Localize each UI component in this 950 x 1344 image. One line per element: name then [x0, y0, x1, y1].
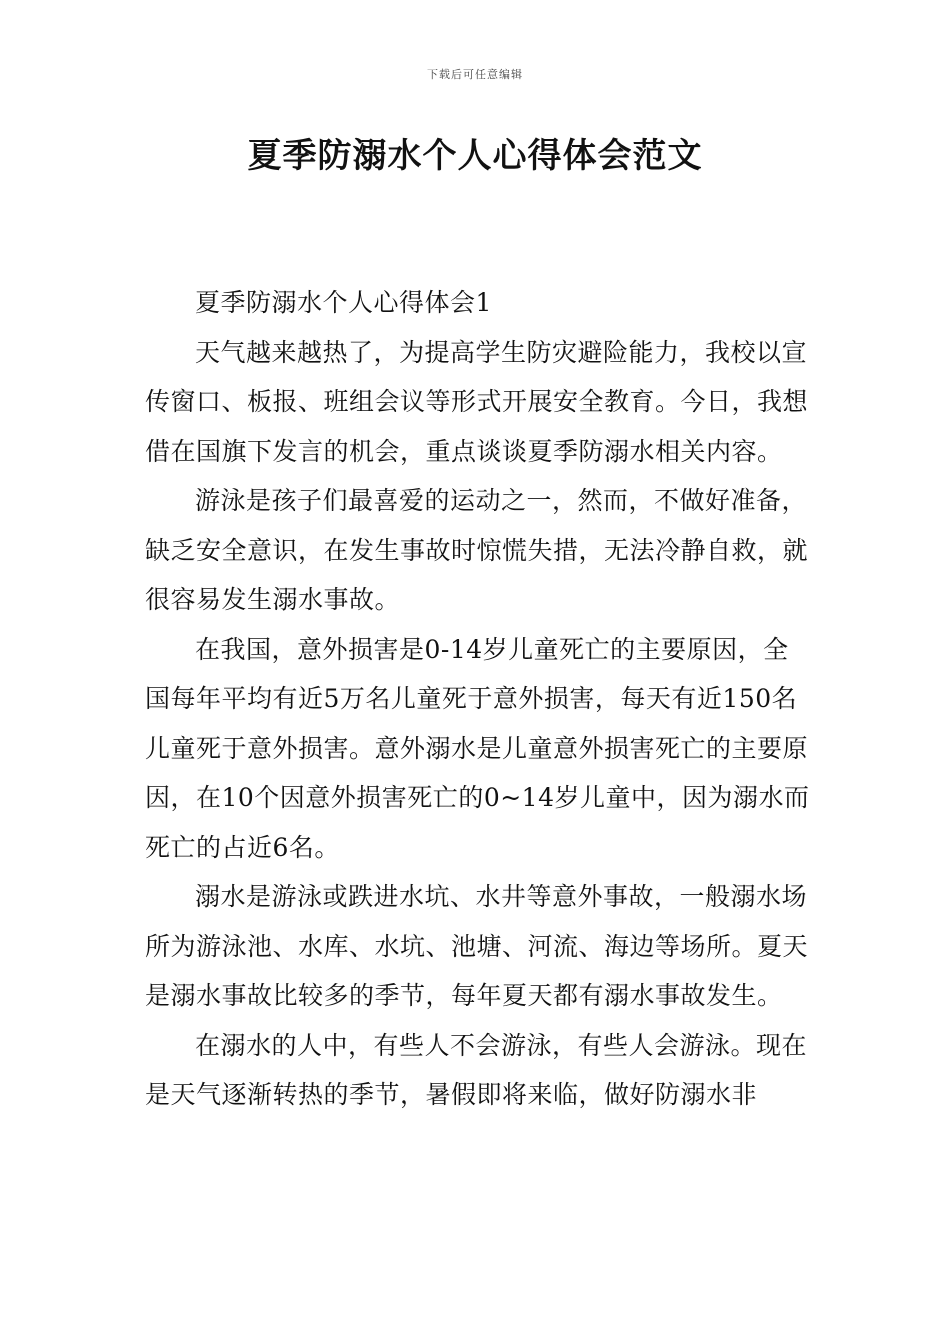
document-body	[145, 278, 813, 1120]
section-heading: 夏季防溺水个人心得体会1	[195, 288, 492, 317]
paragraph: 溺水是游泳或跌进水坑、水井等意外事故，一般溺水场所为游泳池、水库、水坑、池塘、河流、海边等场所。夏天是溺水事故比较多的季节，每年夏天都有溺水事故发生。	[145, 882, 809, 1010]
paragraph: 游泳是孩子们最喜爱的运动之一，然而，不做好准备，缺乏安全意识，在发生事故时惊慌失措，无法冷静自救，就很容易发生溺水事故。	[145, 486, 809, 614]
paragraph: 在我国，意外损害是0-14岁儿童死亡的主要原因，全国每年平均有近5万名儿童死于意外损害，每天有近150名儿童死于意外损害。意外溺水是儿童意外损害死亡的主要原因，在10个因意外损害死亡的0~14岁儿童中，因为溺水而死亡的占近6名。	[145, 634, 810, 862]
header-note: 下载后可任意编辑	[427, 68, 523, 81]
document-title: 夏季防溺水个人心得体会范文	[247, 136, 703, 176]
paragraph: 在溺水的人中，有些人不会游泳，有些人会游泳。现在是天气逐渐转热的季节，暑假即将来临，做好防溺水非	[145, 1030, 808, 1109]
paragraph: 天气越来越热了，为提高学生防灾避险能力，我校以宣传窗口、板报、班组会议等形式开展安全教育。今日，我想借在国旗下发言的机会，重点谈谈夏季防溺水相关内容。	[145, 337, 809, 466]
